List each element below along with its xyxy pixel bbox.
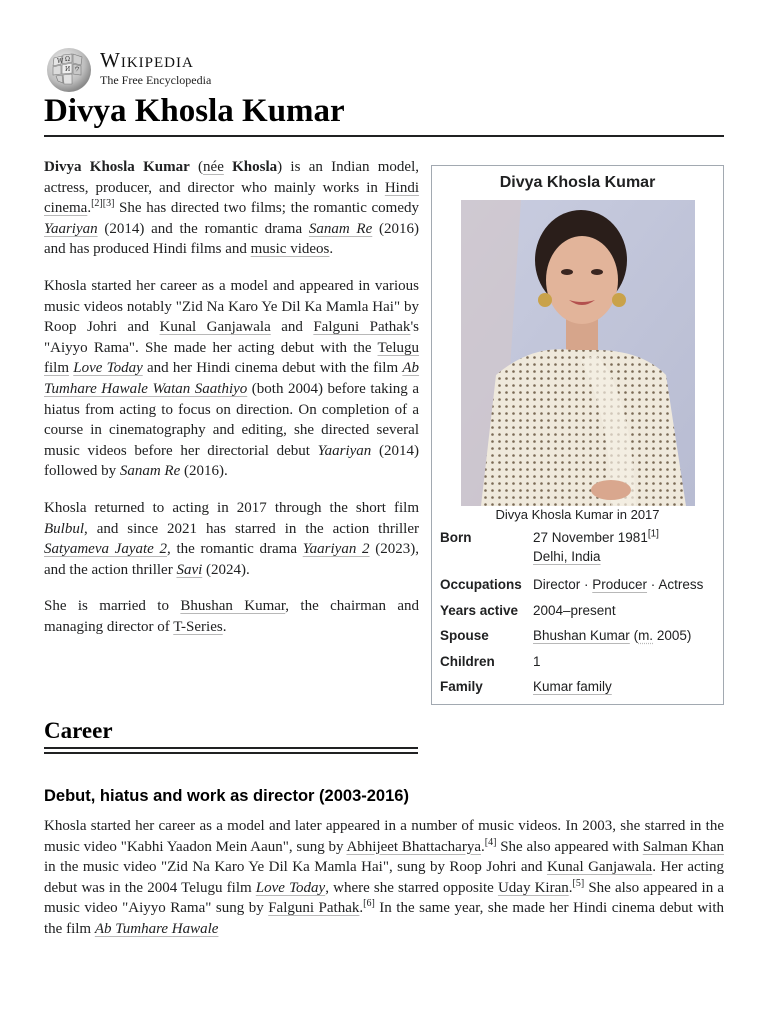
bold-name: Divya Khosla Kumar	[44, 159, 190, 175]
lead-paragraph-1: Divya Khosla Kumar (née Khosla) is an Indian model, actress, producer, and director who mainly works in Hindi cinema.[2][3] She has directed two films; the romantic comedy Yaariyan (2014) and the romantic drama Sanam Re (2016) and has produced Hindi films and music videos.	[44, 159, 419, 258]
separator: ·	[580, 577, 593, 592]
birth-date: 27 November 1981	[533, 530, 648, 545]
t-series-link[interactable]: T-Series	[173, 618, 223, 635]
site-name: Wikipedia	[100, 48, 194, 72]
occupations-label: Occupations	[440, 577, 522, 592]
text: (	[629, 628, 639, 643]
ref-1[interactable]: [1]	[647, 528, 659, 540]
falguni-pathak-link[interactable]: Falguni Pathak	[268, 900, 360, 917]
ref-2[interactable]: [2]	[91, 198, 103, 210]
text: in the music video "Zid Na Karo Ye Dil Ka Mamla Hai", sung by Roop Johri and	[44, 859, 547, 876]
falguni-pathak-link[interactable]: Falguni Pathak	[313, 319, 411, 336]
kumar-family-link[interactable]: Kumar family	[533, 679, 612, 694]
title-divider	[44, 135, 724, 137]
infobox-row-spouse	[440, 628, 715, 643]
text: (2016) and has produced Hindi films and	[44, 220, 419, 258]
text: (2023), and the action thriller	[44, 541, 419, 578]
love-today-link[interactable]: Love Today	[255, 879, 326, 896]
text: (both 2004) before taking a hiatus from acting to focus on direction. On completion of a course in cinematography and editing, she directed several music videos before her directorial debut	[44, 380, 419, 459]
abhijeet-bhattacharya-link[interactable]: Abhijeet Bhattacharya	[346, 838, 481, 855]
music-videos-link[interactable]: music videos	[250, 241, 330, 258]
portrait-photo[interactable]	[461, 200, 695, 506]
svg-text:ウ: ウ	[74, 66, 81, 73]
born-label: Born	[440, 530, 472, 545]
page-title: Divya Khosla Kumar	[44, 93, 345, 129]
text: Khosla started her career as a model and appeared in various music videos notably "Zid Na Karo Ye Dil Ka Mamla Hai" by Roop Johri and	[44, 277, 419, 336]
love-today-link[interactable]: Love Today	[73, 360, 143, 377]
text: 2005)	[653, 628, 692, 643]
text: .	[359, 900, 364, 917]
children-label: Children	[440, 654, 495, 669]
married-abbr[interactable]: m.	[638, 628, 654, 643]
text: Khosla started her career as a model and later appeared in a number of music videos. In 2003, she starred in the music video "Kabhi Yaadon Mein Aaun", sung by	[44, 818, 724, 855]
photo-caption: Divya Khosla Kumar in 2017	[495, 507, 660, 522]
text: (2016).	[180, 463, 228, 480]
section-divider	[44, 747, 418, 749]
kunal-ganjawala-link[interactable]: Kunal Ganjawala	[546, 859, 653, 876]
ref-5[interactable]: [5]	[572, 877, 585, 889]
text: 's "Aiyyo Rama". She made her acting debut with the	[44, 319, 419, 356]
spouse-value	[533, 628, 715, 643]
uday-kiran-link[interactable]: Uday Kiran	[497, 879, 569, 896]
nee-link[interactable]: née	[203, 159, 224, 175]
text: and her Hindi cinema debut with the film	[142, 360, 403, 377]
ref-4[interactable]: [4]	[484, 836, 497, 848]
ref-6[interactable]: [6]	[363, 898, 375, 910]
bulbul-text: Bulbul	[44, 520, 84, 537]
infobox-row-family	[440, 679, 715, 694]
infobox-row-born	[440, 530, 715, 564]
text: .	[329, 241, 334, 258]
lead-paragraph-4	[44, 596, 419, 637]
delhi-india-link[interactable]: Delhi, India	[533, 549, 601, 564]
text: .	[568, 879, 573, 896]
career-heading-wrap	[44, 718, 113, 744]
infobox-title: Divya Khosla Kumar	[499, 174, 656, 191]
producer-link[interactable]: Producer	[592, 577, 648, 592]
text: , the chairman and managing director of	[44, 598, 419, 635]
text: , the romantic drama	[167, 541, 303, 558]
family-label: Family	[440, 679, 483, 694]
text: She is married to	[44, 598, 181, 615]
text: (	[189, 159, 204, 175]
telugu-film-link[interactable]: Telugu film	[44, 339, 419, 377]
occupations-value	[533, 577, 715, 592]
satyameva-jayate-2-link[interactable]: Satyameva Jayate 2	[44, 541, 168, 558]
sanam-re-link[interactable]: Sanam Re	[308, 220, 373, 237]
text: She also appeared with	[496, 838, 643, 855]
text: ) is an Indian model, actress, producer, and director who mainly works in	[44, 159, 419, 196]
text: , and since 2021 has starred in the action thriller	[84, 520, 419, 537]
children-value: 1	[533, 654, 541, 669]
occupation-director: Director	[533, 577, 581, 592]
hindi-cinema-link[interactable]: Hindi cinema	[44, 179, 419, 217]
svg-text:Ω: Ω	[65, 56, 70, 63]
infobox-row-occupations	[440, 577, 715, 592]
text: .	[222, 618, 227, 635]
years-active-label: Years active	[440, 603, 519, 618]
career-subheading: Debut, hiatus and work as director (2003-2016)	[44, 787, 409, 805]
text: .	[481, 838, 485, 855]
infobox-row-children	[440, 654, 715, 669]
ab-tumhare-hawale-link[interactable]: Ab Tumhare Hawale	[94, 920, 219, 937]
savi-link[interactable]: Savi	[176, 561, 203, 578]
yaariyan-text: Yaariyan	[317, 442, 372, 459]
spouse-link[interactable]: Bhushan Kumar	[533, 628, 630, 643]
text: . Her acting debut was in the 2004 Telugu film	[44, 859, 725, 896]
years-active-value: 2004–present	[533, 603, 616, 618]
ab-tumhare-hawale-link[interactable]: Ab Tumhare Hawale Watan Saathiyo	[44, 360, 420, 397]
site-tagline: The Free Encyclopedia	[100, 73, 212, 87]
text: and	[270, 319, 314, 336]
bhushan-kumar-link[interactable]: Bhushan Kumar	[180, 598, 286, 615]
text: She also appeared in a music video "Aiyyo Rama" sung by	[44, 879, 724, 917]
text: (2014) and the romantic drama	[97, 220, 309, 237]
text: In the same year, she made her Hindi cinema debut with the film	[44, 900, 724, 937]
text: Khosla returned to acting in 2017 through the short film	[44, 499, 419, 516]
site-header	[44, 44, 211, 92]
spouse-label: Spouse	[440, 628, 489, 643]
bold-maiden-name: Khosla	[232, 159, 278, 175]
text	[224, 159, 232, 175]
kunal-ganjawala-link[interactable]: Kunal Ganjawala	[159, 319, 271, 336]
occupation-actress: Actress	[658, 577, 704, 592]
section-divider	[44, 752, 418, 754]
wikipedia-globe-logo[interactable]	[44, 44, 94, 94]
text: , where she starred opposite	[325, 879, 498, 896]
career-paragraph-1	[44, 816, 724, 940]
salman-khan-link[interactable]: Salman Khan	[642, 838, 725, 855]
career-heading: Career	[44, 718, 113, 743]
yaariyan-link[interactable]: Yaariyan	[44, 220, 98, 237]
infobox	[431, 165, 724, 705]
lead-paragraph-3	[44, 498, 419, 580]
infobox-row-years-active	[440, 603, 715, 618]
yaariyan-2-link[interactable]: Yaariyan 2	[302, 541, 370, 558]
lead-paragraph-2	[44, 276, 419, 482]
text: She has directed two films; the romantic comedy	[114, 200, 419, 217]
lead-section	[44, 157, 419, 653]
text: (2014) followed by	[44, 442, 419, 480]
wordmark[interactable]	[100, 50, 211, 88]
text: (2024).	[202, 561, 250, 578]
born-value	[533, 530, 715, 564]
separator: ·	[647, 577, 659, 592]
svg-text:W: W	[57, 58, 64, 65]
svg-text:И: И	[65, 66, 71, 73]
sanam-re-text: Sanam Re	[119, 463, 181, 480]
ref-3[interactable]: [3]	[102, 198, 115, 210]
